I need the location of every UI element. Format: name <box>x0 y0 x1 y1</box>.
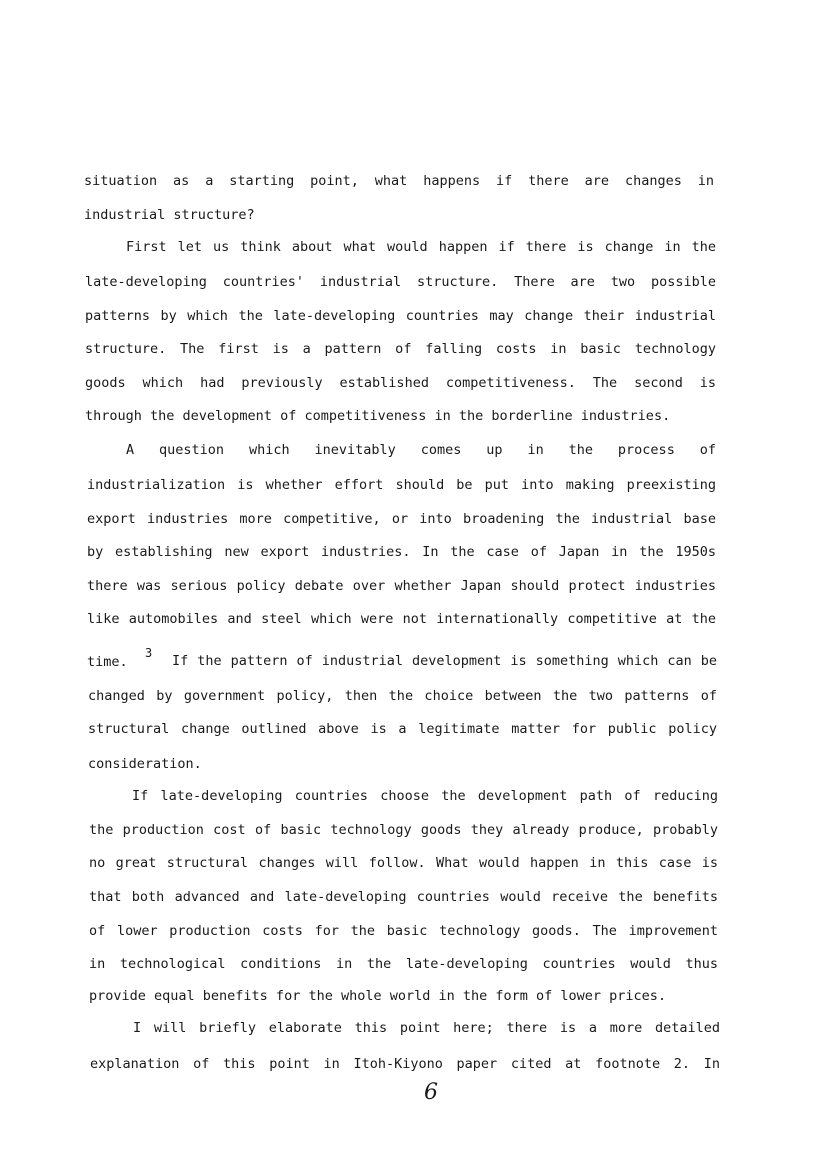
text-line: export industries more competitive, or into broadening the industrial base <box>87 511 716 527</box>
text-line: that both advanced and late-developing countries would receive the benefits <box>89 889 718 905</box>
text-line: structural change outlined above is a legitimate matter for public policy <box>88 721 717 737</box>
text-line: provide equal benefits for the whole world in the form of lower prices. <box>89 988 667 1004</box>
text-line: changed by government policy, then the choice between the two patterns of <box>88 688 717 704</box>
text-line: If late-developing countries choose the development path of reducing <box>132 788 718 804</box>
text-line: industrialization is whether effort should be put into making preexisting <box>87 477 716 493</box>
text-line: time. <box>87 654 128 670</box>
text-line: the production cost of basic technology goods they already produce, probably <box>89 822 718 838</box>
text-line: I will briefly elaborate this point here; there is a more detailed <box>133 1020 720 1036</box>
text-line: goods which had previously established competitiveness. The second is <box>85 375 716 391</box>
text-line: industrial structure? <box>84 207 255 223</box>
text-line: no great structural changes will follow. What would happen in this case is <box>89 855 718 871</box>
text-line: First let us think about what would happen if there is change in the <box>126 239 716 255</box>
text-line: there was serious policy debate over whether Japan should protect industries <box>87 578 716 594</box>
text-line: through the development of competitiveness in the borderline industries. <box>85 408 671 424</box>
text-line: of lower production costs for the basic technology goods. The improvement <box>89 923 718 939</box>
text-line: patterns by which the late-developing countries may change their industrial <box>85 308 716 324</box>
text-line: like automobiles and steel which were not internationally competitive at the <box>87 611 716 627</box>
page-number: 6 <box>424 1080 438 1105</box>
text-line: late-developing countries' industrial structure. There are two possible <box>85 274 716 290</box>
text-line: situation as a starting point, what happens if there are changes in <box>84 173 714 189</box>
text-line: If the pattern of industrial development is something which can be <box>172 653 717 669</box>
footnote-marker: 3 <box>145 646 153 660</box>
text-line: explanation of this point in Itoh-Kiyono paper cited at footnote 2. In <box>90 1056 720 1072</box>
text-line: consideration. <box>88 756 202 772</box>
text-line: A question which inevitably comes up in the process of <box>126 442 716 458</box>
text-line: in technological conditions in the late-developing countries would thus <box>89 956 718 972</box>
text-line: by establishing new export industries. In the case of Japan in the 1950s <box>87 544 716 560</box>
text-line: structure. The first is a pattern of falling costs in basic technology <box>85 341 716 357</box>
